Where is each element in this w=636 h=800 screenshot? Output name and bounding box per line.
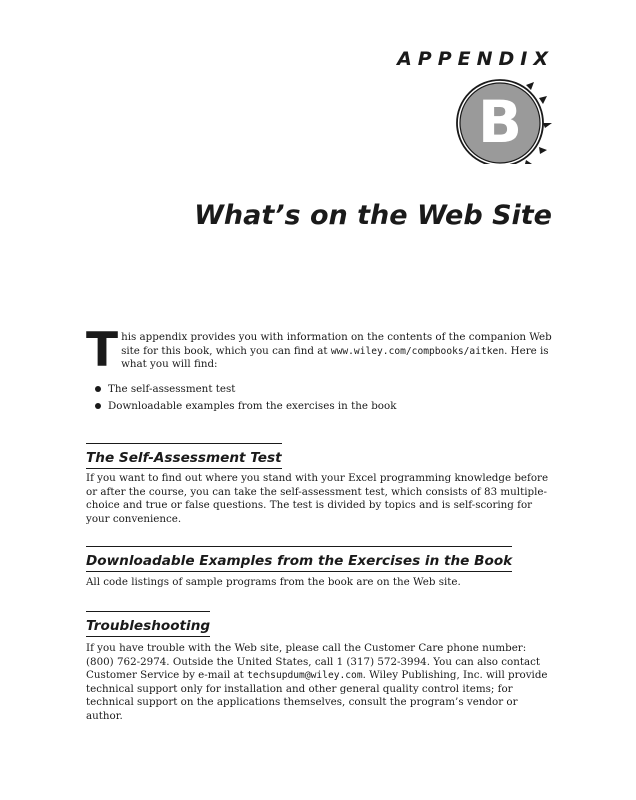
appendix-letter: B bbox=[477, 88, 523, 156]
list-item-text: Downloadable examples from the exercises in the book bbox=[108, 400, 397, 412]
intro-paragraph bbox=[86, 323, 552, 378]
intro-text-start: his appendix provides you with information on the contents of the companion Web site for this book, which you can find at bbox=[121, 331, 552, 357]
intro-text-end: . Here is what you will find: bbox=[121, 344, 549, 370]
intro-text bbox=[86, 323, 552, 378]
intro-url-link[interactable]: www.wiley.com/compbooks/aitken bbox=[330, 345, 505, 357]
troubleshooting-text-start: If you have trouble with the Web site, please call the Customer Care phone number: (800) 762-2974. Outside the United States, call 1 (317) 572-3994. You can also contact Customer Service by e-mail at bbox=[86, 642, 541, 682]
list-item bbox=[86, 398, 396, 415]
chapter-title: What’s on the Web Site bbox=[194, 200, 552, 231]
section-heading-troubleshooting: Troubleshooting bbox=[86, 611, 210, 637]
section-heading-self-assessment: The Self-Assessment Test bbox=[86, 443, 282, 469]
bullet-icon bbox=[95, 403, 101, 409]
section-heading-downloadable-examples: Downloadable Examples from the Exercises in the Book bbox=[86, 546, 512, 572]
section-body-troubleshooting bbox=[86, 642, 556, 724]
bullet-list bbox=[86, 381, 396, 415]
section-body-downloadable-examples: All code listings of sample programs from the book are on the Web site. bbox=[86, 576, 461, 588]
troubleshooting-text-end: . Wiley Publishing, Inc. will provide technical support only for installation and other general quality control items; for technical support on the applications themselves, consult the program’s vendor or author. bbox=[86, 669, 548, 722]
drop-cap: T bbox=[86, 323, 119, 378]
bullet-icon bbox=[95, 386, 101, 392]
section-body-self-assessment: If you want to find out where you stand with your Excel programming knowledge before or after the course, you can take the self-assessment test, which consists of 83 multiple-choice and true or false questions. The test is divided by topics and is self-scoring for your convenience. bbox=[86, 472, 549, 525]
support-email-link[interactable]: techsupdum@wiley.com bbox=[247, 670, 363, 682]
list-item-text: The self-assessment test bbox=[108, 383, 236, 395]
appendix-label: APPENDIX bbox=[397, 48, 554, 70]
list-item bbox=[86, 381, 396, 398]
